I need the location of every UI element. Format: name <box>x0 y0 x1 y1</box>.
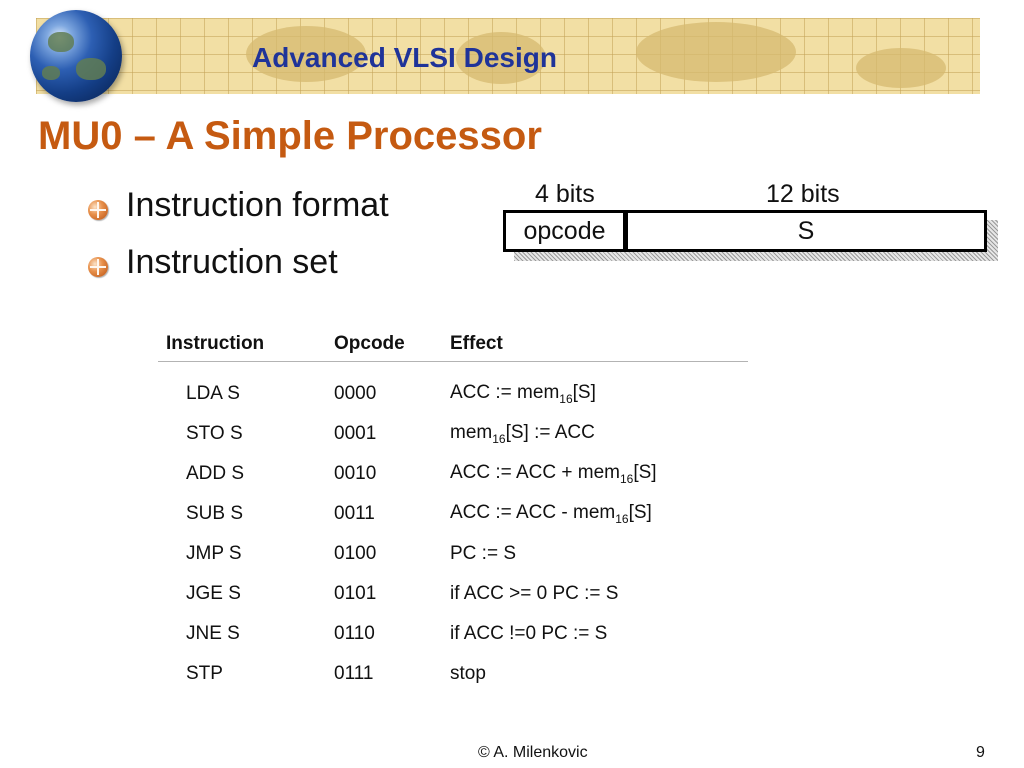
instruction-cell: JNE S <box>186 623 240 644</box>
effect-cell <box>450 494 748 534</box>
instruction-cell: JMP S <box>186 543 242 564</box>
page-number: 9 <box>976 744 985 761</box>
instruction-cell: JGE S <box>186 583 241 604</box>
operand-field: S <box>797 216 815 245</box>
instruction-cell: STP <box>186 663 223 684</box>
effect-subscript: 16 <box>492 431 506 446</box>
bullet-icon <box>88 257 108 277</box>
slide-title: MU0 – A Simple Processor <box>38 114 542 158</box>
bullet-text: Instruction format <box>126 186 389 224</box>
effect-text: ACC := ACC - mem <box>450 502 616 524</box>
course-title: Advanced VLSI Design <box>252 42 557 73</box>
table-header-row <box>158 333 748 362</box>
opcode-cell: 0110 <box>334 623 375 644</box>
table-row <box>158 534 748 574</box>
opcode-cell: 0101 <box>334 583 377 604</box>
instruction-format-diagram <box>503 210 987 252</box>
opcode-cell: 0011 <box>334 503 375 524</box>
effect-cell <box>450 454 748 494</box>
effect-cell <box>450 414 748 454</box>
opcode-field: opcode <box>506 213 628 249</box>
bullet-icon <box>88 200 108 220</box>
effect-subscript: 16 <box>620 471 634 486</box>
opcode-cell: 0111 <box>334 663 374 684</box>
effect-cell <box>450 574 748 614</box>
globe-landmass <box>48 32 74 52</box>
banner-map-land <box>856 48 946 88</box>
copyright-notice: © A. Milenkovic <box>478 744 588 761</box>
effect-subscript: 16 <box>559 391 573 406</box>
header-opcode <box>334 333 450 362</box>
header-instruction <box>158 333 334 362</box>
effect-text: if ACC >= 0 PC := S <box>450 583 619 604</box>
instruction-cell: STO S <box>186 423 243 444</box>
opcode-bits-label: 4 bits <box>535 180 595 208</box>
operand-bits-label: 12 bits <box>766 180 840 208</box>
effect-text: mem <box>450 422 493 444</box>
table-row <box>158 494 748 534</box>
table-row <box>158 362 748 415</box>
effect-text: stop <box>450 663 486 684</box>
effect-text: PC := S <box>450 543 516 564</box>
globe-landmass <box>42 66 60 80</box>
effect-subscript: 16 <box>615 511 629 526</box>
bullet-text: Instruction set <box>126 243 338 281</box>
header-label: Effect <box>450 333 503 354</box>
effect-text: [S] <box>628 502 652 524</box>
effect-text: ACC := mem <box>450 382 560 404</box>
instruction-cell: LDA S <box>186 383 240 404</box>
instruction-cell: ADD S <box>186 463 245 484</box>
effect-text: ACC := ACC + mem <box>450 462 620 484</box>
header-label: Opcode <box>334 333 405 354</box>
header-label: Instruction <box>166 333 265 354</box>
opcode-cell: 0100 <box>334 543 377 564</box>
table-row <box>158 454 748 494</box>
effect-text: [S] := ACC <box>505 422 595 444</box>
header-effect <box>450 333 748 362</box>
effect-text: [S] <box>633 462 657 484</box>
effect-cell <box>450 534 748 574</box>
opcode-cell: 0000 <box>334 383 377 404</box>
instruction-set-table <box>158 333 748 694</box>
globe-icon <box>30 10 122 102</box>
table-body <box>158 362 748 695</box>
opcode-cell: 0010 <box>334 463 377 484</box>
globe-landmass <box>76 58 106 80</box>
effect-text: if ACC !=0 PC := S <box>450 623 608 644</box>
table-row <box>158 614 748 654</box>
table-row <box>158 654 748 694</box>
effect-cell <box>450 614 748 654</box>
table-row <box>158 414 748 454</box>
effect-cell <box>450 654 748 694</box>
opcode-cell: 0001 <box>334 423 377 444</box>
effect-text: [S] <box>572 382 596 404</box>
banner-map-land <box>636 22 796 82</box>
effect-cell <box>450 362 748 415</box>
table-row <box>158 574 748 614</box>
instruction-cell: SUB S <box>186 503 244 524</box>
